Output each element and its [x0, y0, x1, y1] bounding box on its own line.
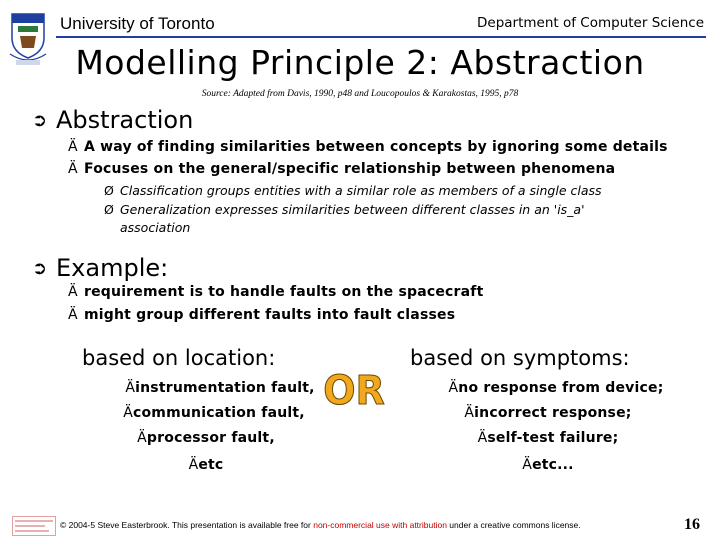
sub-bullet [68, 284, 483, 300]
column-heading-symptoms: based on symptoms: [410, 346, 630, 370]
department-name: Department of Computer Science [477, 15, 705, 31]
sub-sub-bullet-text: Classification groups entities with a similar role as members of a single class [120, 183, 602, 198]
or-graphic [323, 366, 385, 415]
bullet-label: Example: [56, 254, 169, 282]
sub-bullet-text: requirement is to handle faults on the spacecraft [84, 284, 484, 300]
column-item [56, 457, 356, 473]
sub-sub-bullet [104, 201, 585, 219]
sub-sub-bullet-icon: Ø [104, 202, 114, 217]
sub-bullet-icon: Ä [188, 457, 199, 473]
column-item [398, 430, 698, 446]
sub-bullet-icon: Ä [68, 161, 78, 177]
or-text: OR [323, 367, 385, 415]
sub-sub-bullet-continuation: association [120, 220, 191, 235]
bullet-abstraction [32, 106, 193, 134]
column-item-text: instrumentation fault, [135, 380, 315, 396]
sub-sub-bullet-text: Generalization expresses similarities between different classes in an 'is_a' [120, 202, 585, 217]
sub-sub-bullet-icon: Ø [104, 183, 114, 198]
sub-bullet [68, 161, 615, 177]
slide-title: Modelling Principle 2: Abstraction [75, 43, 645, 82]
column-heading-location: based on location: [82, 346, 276, 370]
sub-bullet-icon: Ä [68, 284, 78, 300]
column-item [406, 380, 706, 396]
source-citation: Source: Adapted from Davis, 1990, p48 and Loucopoulos & Karakostas, 1995, p78 [201, 89, 519, 99]
column-item-text: self-test failure; [487, 430, 619, 446]
arrow-bullet-icon: ➲ [32, 258, 48, 279]
sub-bullet-text: might group different faults into fault classes [84, 307, 456, 323]
column-item-text: no response from device; [458, 380, 664, 396]
sub-bullet-icon: Ä [522, 457, 533, 473]
column-item-text: etc... [532, 457, 574, 473]
column-item [64, 405, 364, 421]
copyright-text: under a creative commons license. [446, 520, 581, 530]
column-item [398, 457, 698, 473]
sub-sub-bullet [104, 182, 602, 200]
sub-bullet-icon: Ä [123, 405, 133, 421]
column-item-text: processor fault, [146, 430, 275, 446]
header-divider [56, 36, 706, 38]
sub-bullet-icon: Ä [68, 139, 78, 155]
sub-bullet-icon: Ä [448, 380, 459, 396]
column-item-text: incorrect response; [474, 405, 632, 421]
university-name: University of Toronto [60, 14, 215, 33]
bullet-example [32, 254, 168, 282]
sub-bullet-text: Focuses on the general/specific relationship between phenomena [84, 161, 616, 177]
sub-bullet-icon: Ä [477, 430, 488, 446]
column-item [56, 430, 356, 446]
sub-bullet [68, 139, 668, 155]
sub-bullet-icon: Ä [68, 307, 78, 323]
license-link[interactable]: non-commercial use with attribution [313, 520, 447, 530]
sub-bullet-icon: Ä [464, 405, 475, 421]
column-item [398, 405, 698, 421]
sub-bullet-text: A way of finding similarities between concepts by ignoring some details [84, 139, 668, 155]
sub-bullet-icon: Ä [137, 430, 147, 446]
copyright-text: © 2004-5 Steve Easterbrook. This presentation is available free for [60, 520, 314, 530]
column-item-text: communication fault, [132, 405, 305, 421]
page-number: 16 [684, 516, 700, 533]
bullet-label: Abstraction [56, 106, 194, 134]
arrow-bullet-icon: ➲ [32, 110, 48, 131]
creative-commons-logo [12, 516, 56, 536]
sub-bullet-icon: Ä [125, 380, 136, 396]
copyright-notice [60, 520, 581, 530]
column-item-text: etc [198, 457, 224, 473]
sub-bullet [68, 307, 455, 323]
